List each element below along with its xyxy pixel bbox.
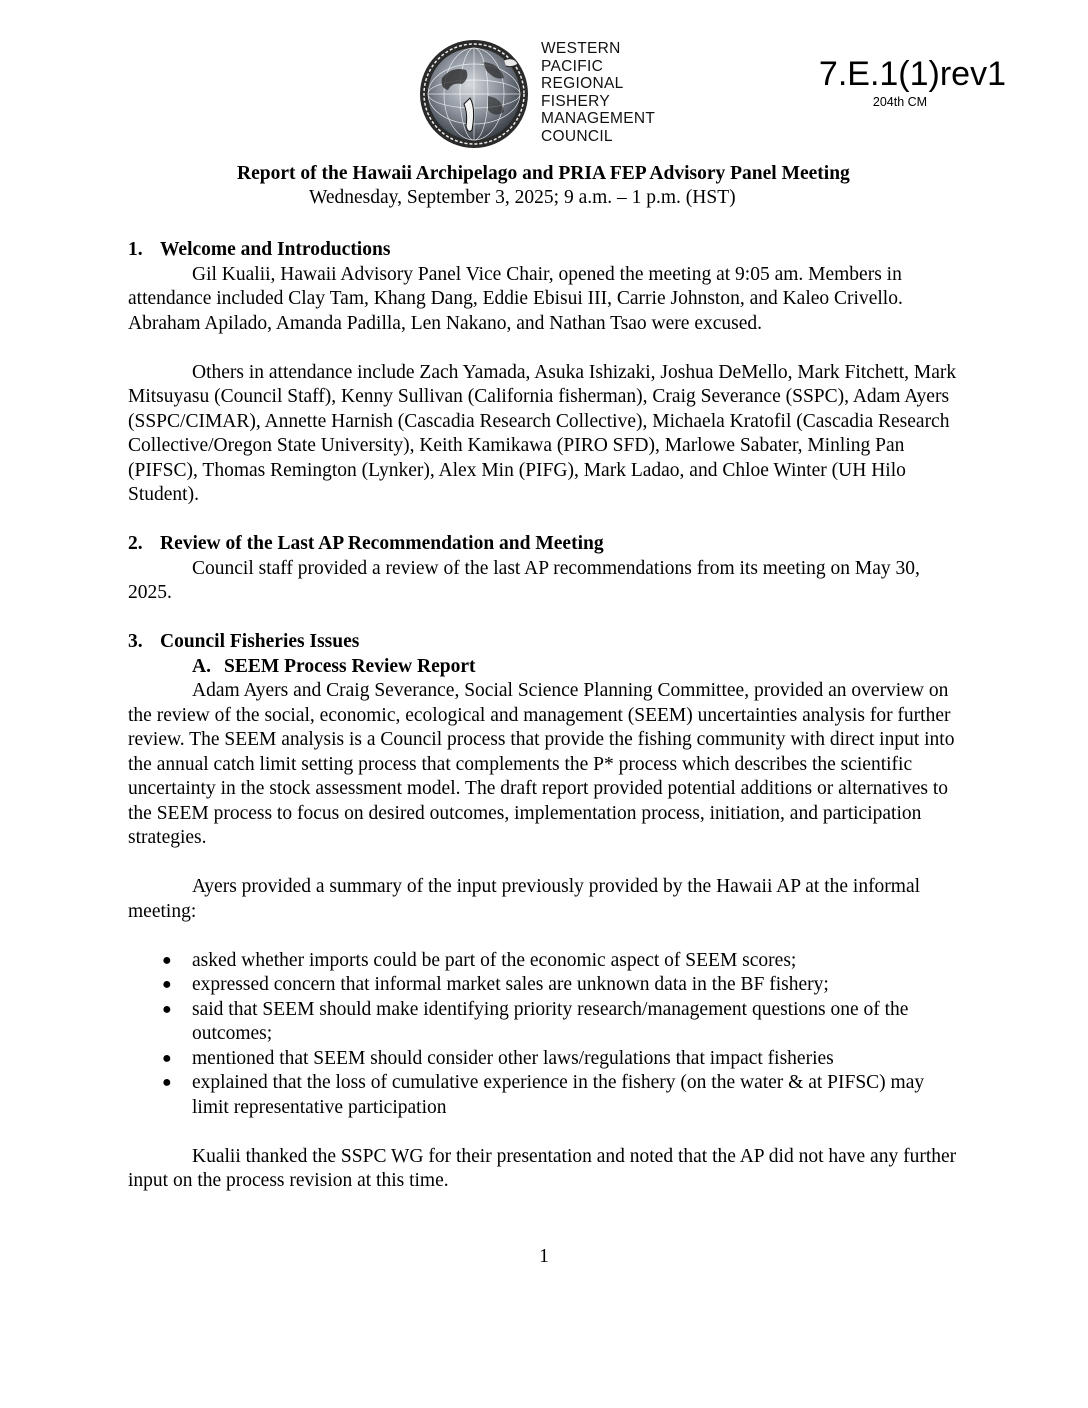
document-id: 7.E.1(1)rev1 bbox=[818, 55, 1006, 93]
meeting-label: 204th CM bbox=[872, 95, 928, 109]
bullet-icon: ● bbox=[162, 951, 172, 969]
section-heading bbox=[128, 532, 960, 557]
paragraph: Others in attendance include Zach Yamada, Asuka Ishizaki, Joshua DeMello, Mark Fitchett, Mark Mitsuyasu (Council Staff), Kenny Sullivan (California fisherman), Craig Severance (SSPC), Adam Ayers (SSPC/CIMAR), Annette Harnish (Cascadia Research Collective), Michaela Kratofil (Cascadia Research Collective/Oregon State University), Keith Kamikawa (PIRO SFD), Marlowe Sabater, Minling Pan (PIFSC), Thomas Remington (Lynker), Alex Min (PIFG), Mark Ladao, and Chloe Winter (UH Hilo Student). bbox=[128, 361, 957, 505]
section-heading bbox=[128, 630, 960, 655]
list-item-text: expressed concern that informal market sales are unknown data in the BF fishery; bbox=[192, 974, 829, 995]
bullet-icon: ● bbox=[162, 1049, 172, 1067]
list-item-text: said that SEEM should make identifying priority research/management questions one of the outcomes; bbox=[192, 998, 909, 1044]
list-item bbox=[128, 1047, 960, 1072]
section-number: 2. bbox=[128, 533, 143, 554]
bullet-list bbox=[128, 949, 960, 1121]
bullet-icon: ● bbox=[162, 1000, 172, 1018]
org-line: PACIFIC bbox=[541, 57, 604, 75]
org-line: COUNCIL bbox=[541, 127, 613, 145]
section-title: Review of the Last AP Recommendation and Meeting bbox=[160, 533, 604, 554]
list-item-text: mentioned that SEEM should consider other laws/regulations that impact fisheries bbox=[192, 1047, 834, 1069]
paragraph: Council staff provided a review of the last AP recommendations from its meeting on May 30, 2025. bbox=[128, 557, 920, 603]
report-body bbox=[128, 238, 960, 1194]
subsection-title: SEEM Process Review Report bbox=[224, 655, 476, 677]
org-line: FISHERY bbox=[541, 92, 610, 110]
subsection-number: A. bbox=[192, 655, 211, 677]
section-number: 3. bbox=[128, 631, 143, 652]
paragraph: Kualii thanked the SSPC WG for their presentation and noted that the AP did not have any further input on the process revision at this time. bbox=[128, 1145, 957, 1191]
report-date: Wednesday, September 3, 2025; 9 a.m. – 1 p.m. (HST) bbox=[309, 187, 736, 208]
list-item-text: asked whether imports could be part of the economic aspect of SEEM scores; bbox=[192, 949, 797, 971]
section-title: Welcome and Introductions bbox=[160, 239, 391, 260]
paragraph: Adam Ayers and Craig Severance, Social Science Planning Committee, provided an overview on the review of the social, economic, ecological and management (SEEM) uncertainties analysis for further review. The SEEM analysis is a Council process that provide the fishing community with direct input into the annual catch limit setting process that complements the P* process which describes the scientific uncertainty in the stock assessment model. The draft report provided potential additions or alternatives to the SEEM process to focus on desired outcomes, implementation process, initiation, and participation strategies. bbox=[128, 680, 955, 848]
council-logo-icon bbox=[418, 38, 530, 150]
org-line: WESTERN bbox=[541, 40, 621, 57]
organization-name bbox=[541, 40, 655, 146]
section-number: 1. bbox=[128, 239, 143, 260]
section-title: Council Fisheries Issues bbox=[160, 631, 360, 652]
report-title: Report of the Hawaii Archipelago and PRIA FEP Advisory Panel Meeting bbox=[237, 163, 850, 184]
list-item bbox=[128, 1071, 960, 1120]
paragraph: Gil Kualii, Hawaii Advisory Panel Vice Chair, opened the meeting at 9:05 am. Members in attendance included Clay Tam, Khang Dang, Eddie Ebisui III, Carrie Johnston, and Kaleo Crivello. Abraham Apilado, Amanda Padilla, Len Nakano, and Nathan Tsao were excused. bbox=[128, 263, 903, 334]
list-item bbox=[128, 973, 960, 998]
org-line: MANAGEMENT bbox=[541, 110, 656, 128]
page-number: 1 bbox=[539, 1246, 549, 1267]
section-heading bbox=[128, 238, 960, 263]
list-item bbox=[128, 949, 960, 974]
list-item-text: explained that the loss of cumulative experience in the fishery (on the water & at PIFSC) may limit representative participation bbox=[192, 1072, 925, 1118]
bullet-icon: ● bbox=[162, 976, 172, 993]
list-item bbox=[128, 998, 960, 1047]
bullet-icon: ● bbox=[162, 1074, 172, 1091]
subsection-heading bbox=[128, 655, 960, 680]
org-line: REGIONAL bbox=[541, 75, 624, 93]
paragraph: Ayers provided a summary of the input previously provided by the Hawaii AP at the informal meeting: bbox=[128, 876, 921, 922]
